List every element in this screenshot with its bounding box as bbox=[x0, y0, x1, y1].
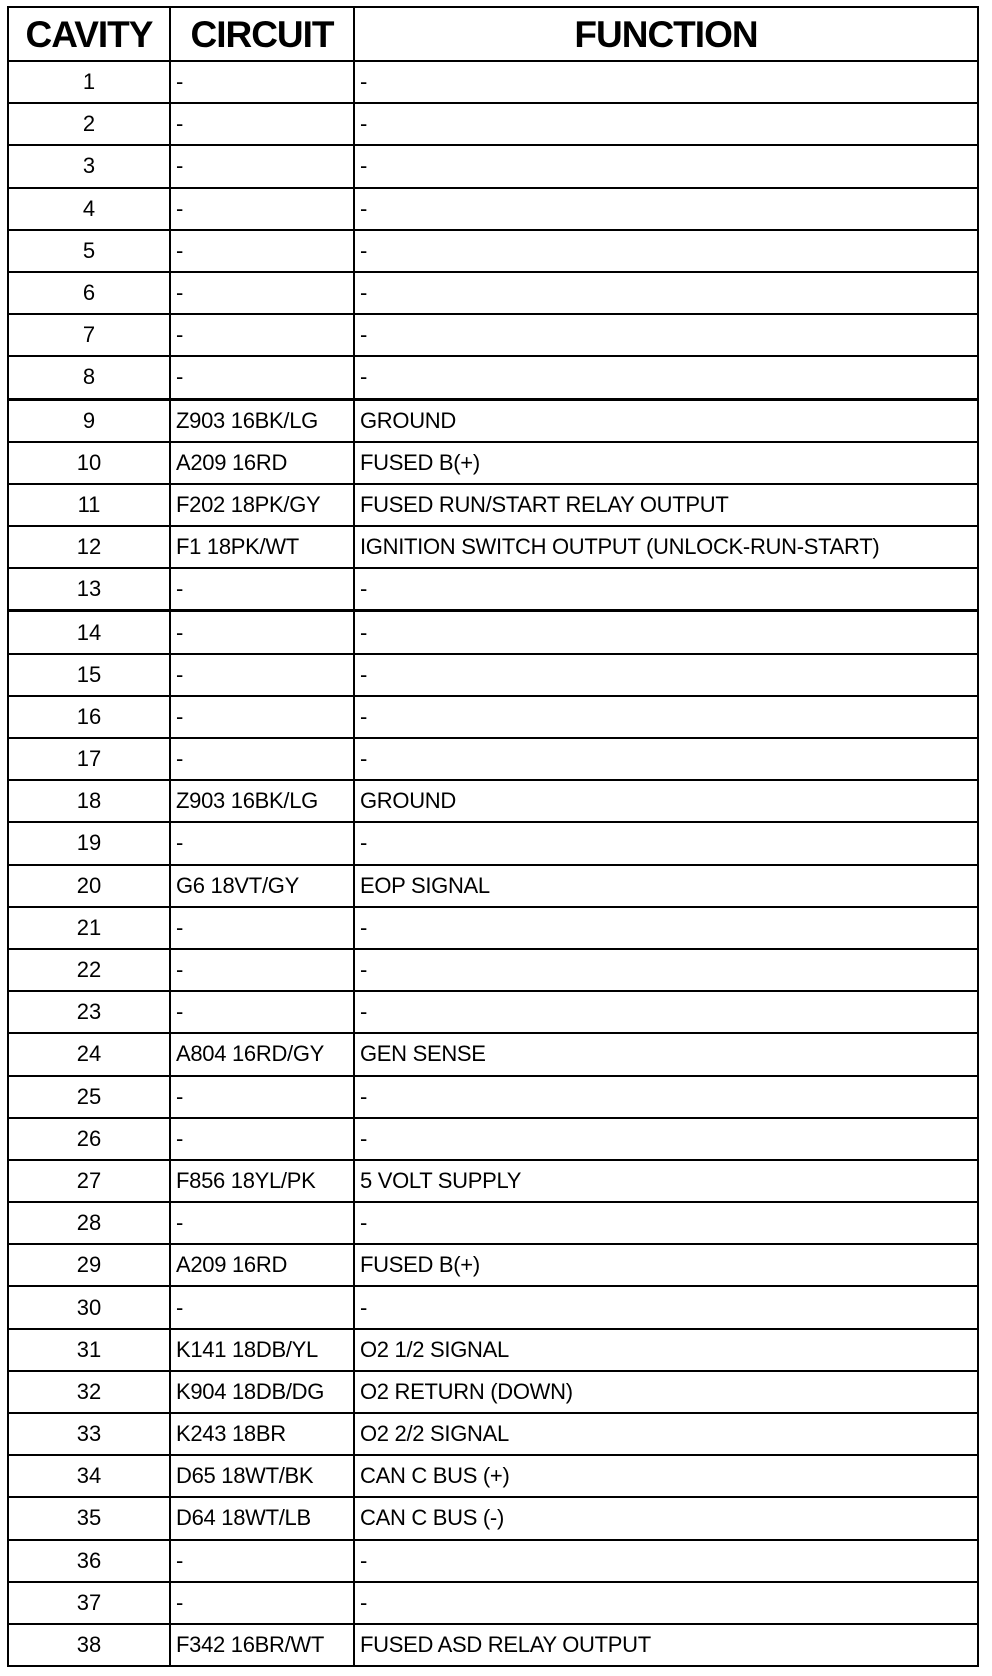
cavity-cell: 19 bbox=[8, 822, 170, 864]
table-row bbox=[8, 1033, 978, 1075]
circuit-cell: K904 18DB/DG bbox=[170, 1371, 354, 1413]
function-cell: FUSED ASD RELAY OUTPUT bbox=[354, 1624, 978, 1666]
table-row bbox=[8, 272, 978, 314]
function-cell: CAN C BUS (-) bbox=[354, 1497, 978, 1539]
table-row bbox=[8, 526, 978, 568]
cavity-cell: 3 bbox=[8, 145, 170, 187]
function-cell: - bbox=[354, 356, 978, 399]
table-row bbox=[8, 1413, 978, 1455]
cavity-cell: 25 bbox=[8, 1076, 170, 1118]
circuit-cell: - bbox=[170, 1202, 354, 1244]
table-row bbox=[8, 1624, 978, 1666]
cavity-cell: 5 bbox=[8, 230, 170, 272]
circuit-cell: - bbox=[170, 991, 354, 1033]
circuit-cell: Z903 16BK/LG bbox=[170, 780, 354, 822]
function-cell: - bbox=[354, 230, 978, 272]
function-cell: FUSED B(+) bbox=[354, 1244, 978, 1286]
cavity-cell: 9 bbox=[8, 399, 170, 442]
cavity-cell: 6 bbox=[8, 272, 170, 314]
function-cell: - bbox=[354, 61, 978, 103]
cavity-cell: 8 bbox=[8, 356, 170, 399]
table-row bbox=[8, 61, 978, 103]
function-cell: - bbox=[354, 272, 978, 314]
circuit-cell: - bbox=[170, 356, 354, 399]
circuit-cell: A209 16RD bbox=[170, 1244, 354, 1286]
table-row bbox=[8, 1118, 978, 1160]
function-cell: O2 2/2 SIGNAL bbox=[354, 1413, 978, 1455]
table-row bbox=[8, 1582, 978, 1624]
circuit-cell: - bbox=[170, 1582, 354, 1624]
table-row bbox=[8, 865, 978, 907]
function-cell: FUSED RUN/START RELAY OUTPUT bbox=[354, 484, 978, 526]
circuit-cell: A804 16RD/GY bbox=[170, 1033, 354, 1075]
function-cell: - bbox=[354, 145, 978, 187]
cavity-cell: 37 bbox=[8, 1582, 170, 1624]
circuit-cell: D64 18WT/LB bbox=[170, 1497, 354, 1539]
circuit-cell: - bbox=[170, 822, 354, 864]
cavity-cell: 17 bbox=[8, 738, 170, 780]
circuit-cell: - bbox=[170, 1540, 354, 1582]
circuit-cell: F1 18PK/WT bbox=[170, 526, 354, 568]
cavity-cell: 26 bbox=[8, 1118, 170, 1160]
cavity-cell: 35 bbox=[8, 1497, 170, 1539]
header-function: FUNCTION bbox=[354, 7, 978, 61]
cavity-cell: 23 bbox=[8, 991, 170, 1033]
cavity-cell: 31 bbox=[8, 1329, 170, 1371]
table-row bbox=[8, 654, 978, 696]
table-row bbox=[8, 145, 978, 187]
function-cell: - bbox=[354, 1118, 978, 1160]
circuit-cell: F342 16BR/WT bbox=[170, 1624, 354, 1666]
table-row bbox=[8, 188, 978, 230]
cavity-cell: 28 bbox=[8, 1202, 170, 1244]
function-cell: - bbox=[354, 654, 978, 696]
cavity-cell: 27 bbox=[8, 1160, 170, 1202]
function-cell: O2 1/2 SIGNAL bbox=[354, 1329, 978, 1371]
connector-pinout-table bbox=[7, 6, 979, 1667]
function-cell: - bbox=[354, 568, 978, 611]
circuit-cell: - bbox=[170, 1076, 354, 1118]
table-row bbox=[8, 991, 978, 1033]
table-row bbox=[8, 1202, 978, 1244]
circuit-cell: - bbox=[170, 314, 354, 356]
function-cell: EOP SIGNAL bbox=[354, 865, 978, 907]
cavity-cell: 18 bbox=[8, 780, 170, 822]
cavity-cell: 38 bbox=[8, 1624, 170, 1666]
circuit-cell: - bbox=[170, 568, 354, 611]
cavity-cell: 15 bbox=[8, 654, 170, 696]
table-row bbox=[8, 568, 978, 611]
table-row bbox=[8, 822, 978, 864]
circuit-cell: - bbox=[170, 61, 354, 103]
function-cell: - bbox=[354, 1540, 978, 1582]
circuit-cell: - bbox=[170, 145, 354, 187]
cavity-cell: 16 bbox=[8, 696, 170, 738]
header-circuit: CIRCUIT bbox=[170, 7, 354, 61]
cavity-cell: 13 bbox=[8, 568, 170, 611]
table-body bbox=[8, 61, 978, 1666]
circuit-cell: Z903 16BK/LG bbox=[170, 399, 354, 442]
circuit-cell: F856 18YL/PK bbox=[170, 1160, 354, 1202]
table-row bbox=[8, 356, 978, 399]
function-cell: - bbox=[354, 1582, 978, 1624]
table-row bbox=[8, 484, 978, 526]
table-row bbox=[8, 1076, 978, 1118]
circuit-cell: - bbox=[170, 696, 354, 738]
function-cell: - bbox=[354, 1286, 978, 1328]
table-row bbox=[8, 1286, 978, 1328]
header-row bbox=[8, 7, 978, 61]
table-row bbox=[8, 611, 978, 654]
circuit-cell: K243 18BR bbox=[170, 1413, 354, 1455]
table-row bbox=[8, 780, 978, 822]
table-row bbox=[8, 1497, 978, 1539]
function-cell: - bbox=[354, 188, 978, 230]
circuit-cell: G6 18VT/GY bbox=[170, 865, 354, 907]
table-row bbox=[8, 1329, 978, 1371]
function-cell: O2 RETURN (DOWN) bbox=[354, 1371, 978, 1413]
function-cell: - bbox=[354, 907, 978, 949]
table-row bbox=[8, 907, 978, 949]
circuit-cell: - bbox=[170, 949, 354, 991]
table-row bbox=[8, 738, 978, 780]
function-cell: FUSED B(+) bbox=[354, 442, 978, 484]
table-row bbox=[8, 314, 978, 356]
cavity-cell: 1 bbox=[8, 61, 170, 103]
function-cell: - bbox=[354, 1202, 978, 1244]
function-cell: - bbox=[354, 314, 978, 356]
table-row bbox=[8, 103, 978, 145]
circuit-cell: - bbox=[170, 188, 354, 230]
function-cell: - bbox=[354, 696, 978, 738]
circuit-cell: - bbox=[170, 230, 354, 272]
function-cell: - bbox=[354, 822, 978, 864]
cavity-cell: 7 bbox=[8, 314, 170, 356]
table-row bbox=[8, 230, 978, 272]
circuit-cell: - bbox=[170, 907, 354, 949]
cavity-cell: 22 bbox=[8, 949, 170, 991]
function-cell: - bbox=[354, 949, 978, 991]
table-row bbox=[8, 1244, 978, 1286]
circuit-cell: - bbox=[170, 654, 354, 696]
circuit-cell: A209 16RD bbox=[170, 442, 354, 484]
cavity-cell: 36 bbox=[8, 1540, 170, 1582]
cavity-cell: 4 bbox=[8, 188, 170, 230]
cavity-cell: 29 bbox=[8, 1244, 170, 1286]
function-cell: CAN C BUS (+) bbox=[354, 1455, 978, 1497]
circuit-cell: - bbox=[170, 611, 354, 654]
circuit-cell: - bbox=[170, 272, 354, 314]
cavity-cell: 2 bbox=[8, 103, 170, 145]
cavity-cell: 11 bbox=[8, 484, 170, 526]
table-row bbox=[8, 1160, 978, 1202]
function-cell: GEN SENSE bbox=[354, 1033, 978, 1075]
circuit-cell: - bbox=[170, 738, 354, 780]
circuit-cell: - bbox=[170, 1286, 354, 1328]
function-cell: - bbox=[354, 738, 978, 780]
header-cavity: CAVITY bbox=[8, 7, 170, 61]
function-cell: - bbox=[354, 103, 978, 145]
table-row bbox=[8, 949, 978, 991]
function-cell: GROUND bbox=[354, 399, 978, 442]
cavity-cell: 10 bbox=[8, 442, 170, 484]
table-row bbox=[8, 399, 978, 442]
table-row bbox=[8, 1371, 978, 1413]
cavity-cell: 33 bbox=[8, 1413, 170, 1455]
circuit-cell: - bbox=[170, 1118, 354, 1160]
cavity-cell: 32 bbox=[8, 1371, 170, 1413]
table-row bbox=[8, 696, 978, 738]
function-cell: - bbox=[354, 611, 978, 654]
function-cell: - bbox=[354, 1076, 978, 1118]
cavity-cell: 34 bbox=[8, 1455, 170, 1497]
circuit-cell: - bbox=[170, 103, 354, 145]
circuit-cell: F202 18PK/GY bbox=[170, 484, 354, 526]
cavity-cell: 21 bbox=[8, 907, 170, 949]
table-row bbox=[8, 1540, 978, 1582]
table-row bbox=[8, 442, 978, 484]
cavity-cell: 20 bbox=[8, 865, 170, 907]
table-row bbox=[8, 1455, 978, 1497]
cavity-cell: 30 bbox=[8, 1286, 170, 1328]
cavity-cell: 14 bbox=[8, 611, 170, 654]
cavity-cell: 24 bbox=[8, 1033, 170, 1075]
cavity-cell: 12 bbox=[8, 526, 170, 568]
circuit-cell: D65 18WT/BK bbox=[170, 1455, 354, 1497]
circuit-cell: K141 18DB/YL bbox=[170, 1329, 354, 1371]
function-cell: - bbox=[354, 991, 978, 1033]
function-cell: 5 VOLT SUPPLY bbox=[354, 1160, 978, 1202]
function-cell: GROUND bbox=[354, 780, 978, 822]
function-cell: IGNITION SWITCH OUTPUT (UNLOCK-RUN-START) bbox=[354, 526, 978, 568]
